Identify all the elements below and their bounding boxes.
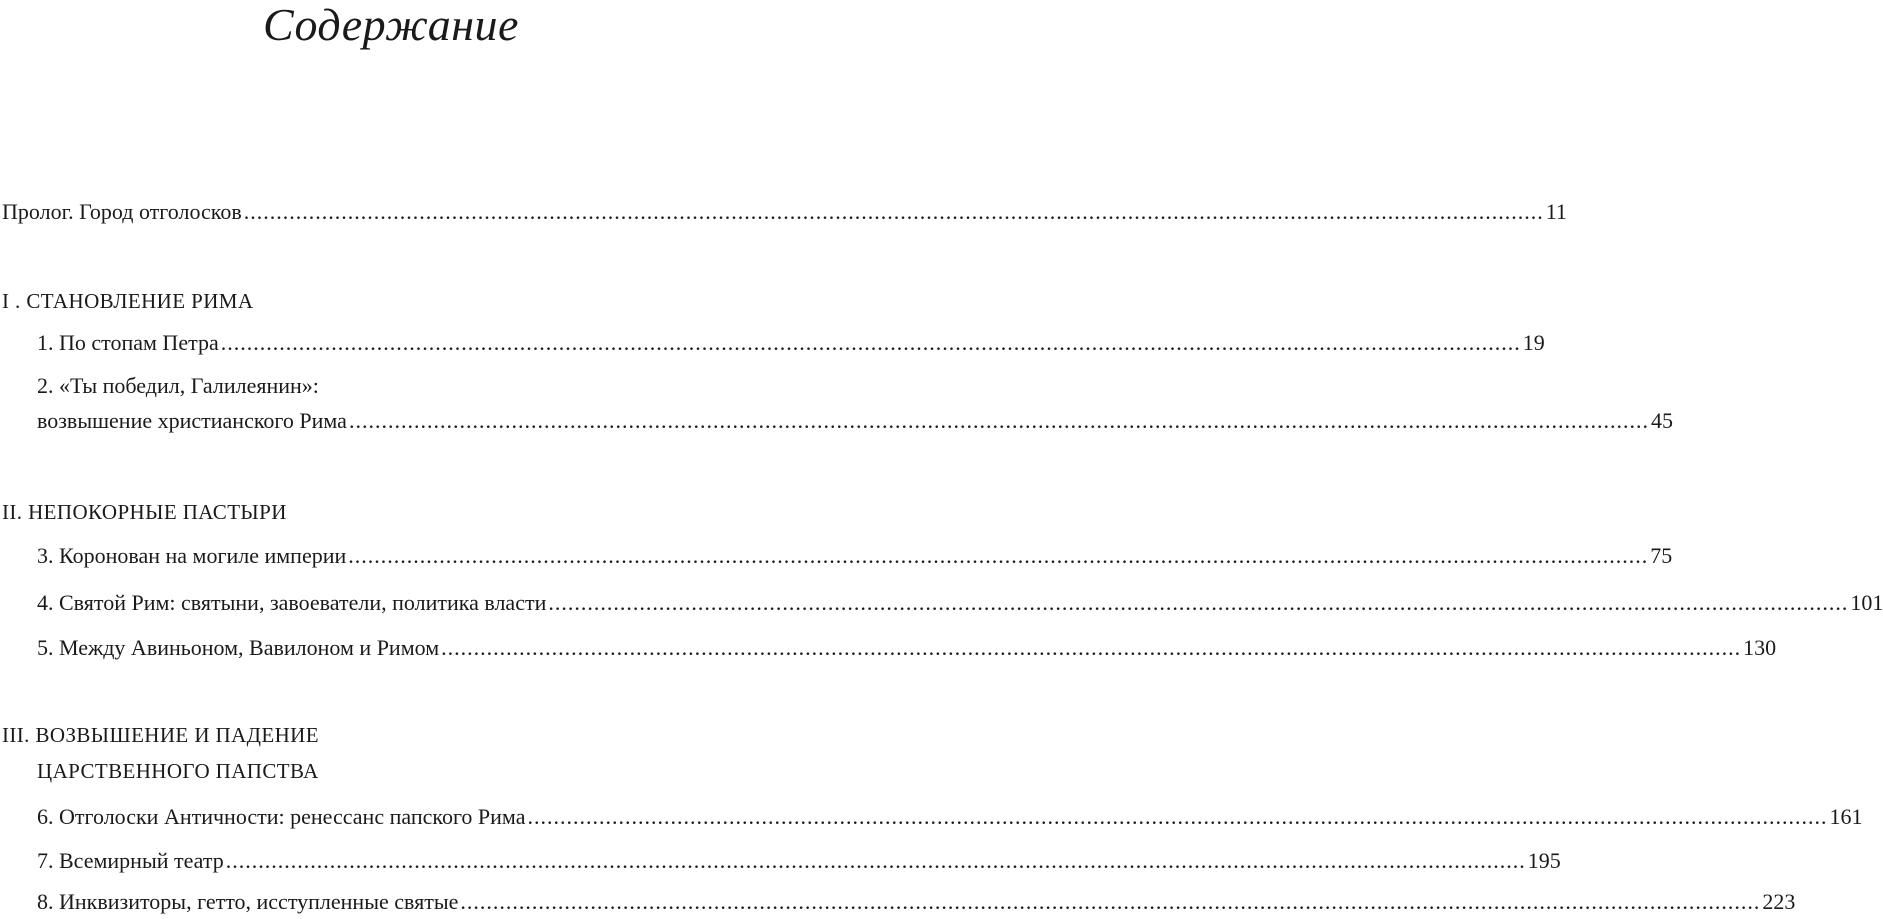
page-title: Содержание [263, 0, 519, 50]
toc-entry-chapter-4[interactable] [37, 590, 1883, 616]
toc-entry-text: 4. Святой Рим: святыни, завоеватели, политика власти [37, 590, 547, 615]
toc-entry-chapter-1[interactable] [37, 330, 1545, 356]
toc-entry-chapter-2[interactable] [37, 408, 1673, 434]
leader-dots: ........................................................................................................................................................................................................ [441, 635, 1742, 660]
toc-entry-page: 11 [1545, 199, 1567, 224]
toc-entry-page: 101 [1850, 590, 1883, 615]
toc-entry-page: 161 [1829, 804, 1863, 829]
leader-dots: ........................................................................................................................................................................................................ [220, 330, 1521, 355]
toc-entry-page: 75 [1650, 543, 1673, 568]
toc-entry-text: 6. Отголоски Античности: ренессанс папского Рима [37, 804, 526, 829]
leader-dots: ........................................................................................................................................................................................................ [548, 590, 1849, 615]
toc-entry-text: 1. По стопам Петра [37, 330, 219, 355]
leader-dots: ........................................................................................................................................................................................................ [243, 199, 1544, 224]
leader-dots: ........................................................................................................................................................................................................ [527, 804, 1828, 829]
toc-entry-text: 7. Всемирный театр [37, 848, 224, 873]
leader-dots: ........................................................................................................................................................................................................ [348, 408, 1649, 433]
toc-entry-text: Пролог. Город отголосков [2, 199, 242, 224]
toc-entry-page: 130 [1743, 635, 1777, 660]
toc-entry-text: 3. Коронован на могиле империи [37, 543, 347, 568]
leader-dots: ........................................................................................................................................................................................................ [348, 543, 1649, 568]
section-heading: III. ВОЗВЫШЕНИЕ И ПАДЕНИЕ [2, 723, 319, 747]
toc-entry-page: 223 [1762, 889, 1796, 914]
toc-entry-text: 8. Инквизиторы, гетто, исступленные святые [37, 889, 459, 914]
toc-entry-text: возвышение христианского Рима [37, 408, 347, 433]
section-heading: II. НЕПОКОРНЫЕ ПАСТЫРИ [2, 500, 287, 524]
toc-entry-chapter-7[interactable] [37, 848, 1561, 874]
toc-entry-chapter-2-line1: 2. «Ты победил, Галилеянин»: [37, 373, 319, 398]
toc-entry-chapter-8[interactable] [37, 889, 1796, 915]
toc-entry-text: 5. Между Авиньоном, Вавилоном и Римом [37, 635, 440, 660]
leader-dots: ........................................................................................................................................................................................................ [225, 848, 1526, 873]
toc-entry-page: 45 [1650, 408, 1673, 433]
toc-entry-page: 195 [1527, 848, 1561, 873]
toc-entry-prologue[interactable] [2, 199, 1567, 225]
section-heading-line2: ЦАРСТВЕННОГО ПАПСТВА [37, 759, 319, 783]
leader-dots: ........................................................................................................................................................................................................ [460, 889, 1761, 914]
toc-entry-chapter-6[interactable] [37, 804, 1863, 830]
section-heading: I . СТАНОВЛЕНИЕ РИМА [2, 289, 254, 313]
toc-entry-chapter-3[interactable] [37, 543, 1673, 569]
toc-entry-chapter-5[interactable] [37, 635, 1777, 661]
toc-entry-page: 19 [1522, 330, 1545, 355]
